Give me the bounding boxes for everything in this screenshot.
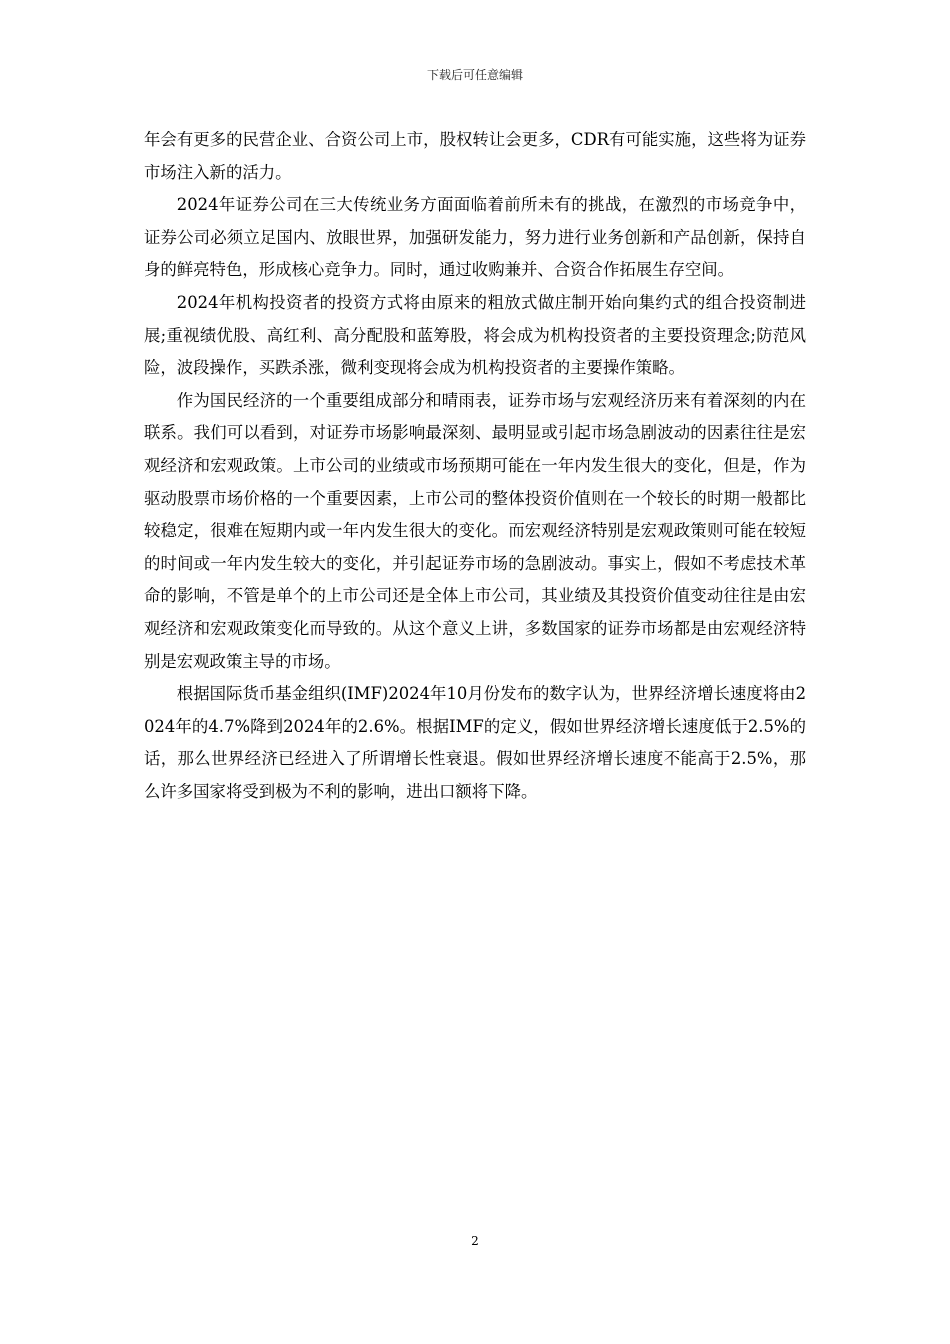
paragraph-3: 2024年机构投资者的投资方式将由原来的粗放式做庄制开始向集约式的组合投资制进展;重视绩优股、高红利、高分配股和蓝筹股，将会成为机构投资者的主要投资理念;防范风险，波段操作，买跌杀涨，微利变现将会成为机构投资者的主要操作策略。 bbox=[144, 292, 806, 378]
paragraph-1: 年会有更多的民营企业、合资公司上市，股权转让会更多，CDR有可能实施，这些将为证券市场注入新的活力。 bbox=[144, 130, 806, 182]
paragraph-2: 2024年证券公司在三大传统业务方面面临着前所未有的挑战，在激烈的市场竞争中，证券公司必须立足国内、放眼世界，加强研发能力，努力进行业务创新和产品创新，保持自身的鲜亮特色，形成核心竞争力。同时，通过收购兼并、合资合作拓展生存空间。 bbox=[144, 195, 806, 280]
paragraph-5: 根据国际货币基金组织(IMF)2024年10月份发布的数字认为，世界经济增长速度将由2024年的4.7%降到2024年的2.6%。根据IMF的定义，假如世界经济增长速度低于2.5%的话，那么世界经济已经进入了所谓增长性衰退。假如世界经济增长速度不能高于2.5%，那么许多国家将受到极为不利的影响，进出口额将下降。 bbox=[144, 684, 806, 801]
document-body bbox=[144, 124, 806, 808]
paragraph-4: 作为国民经济的一个重要组成部分和晴雨表，证券市场与宏观经济历来有着深刻的内在联系。我们可以看到，对证券市场影响最深刻、最明显或引起市场急剧波动的因素往往是宏观经济和宏观政策。上市公司的业绩或市场预期可能在一年内发生很大的变化，但是，作为驱动股票市场价格的一个重要因素，上市公司的整体投资价值则在一个较长的时期一般都比较稳定，很难在短期内或一年内发生很大的变化。而宏观经济特别是宏观政策则可能在较短的时间或一年内发生较大的变化，并引起证券市场的急剧波动。事实上，假如不考虑技术革命的影响，不管是单个的上市公司还是全体上市公司，其业绩及其投资价值变动往往是由宏观经济和宏观政策变化而导致的。从这个意义上讲，多数国家的证券市场都是由宏观经济特别是宏观政策主导的市场。 bbox=[144, 390, 806, 671]
page-header: 下载后可任意编辑 bbox=[426, 68, 523, 82]
page-number: 2 bbox=[471, 1234, 479, 1248]
